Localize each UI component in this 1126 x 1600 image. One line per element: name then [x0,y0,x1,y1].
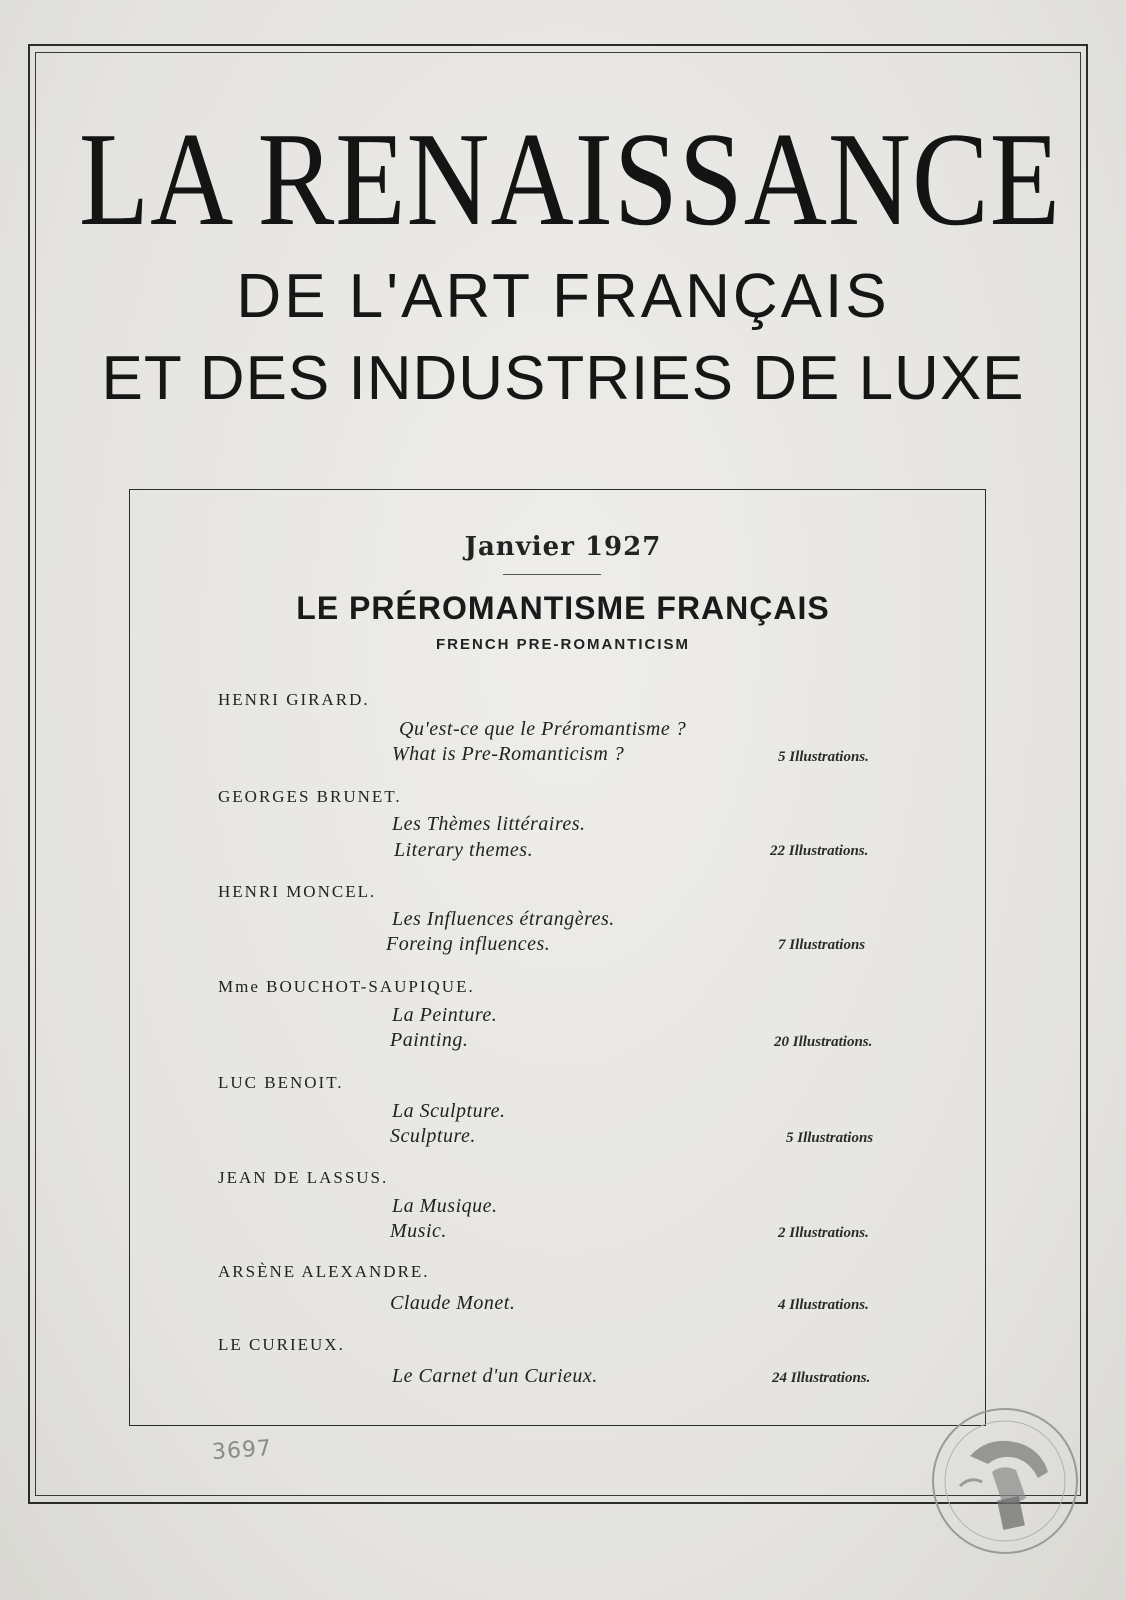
toc-author: ARSÈNE ALEXANDRE. [218,1262,430,1281]
toc-title-english: Music. [390,1220,447,1242]
toc-illustration-count: 24 Illustrations. [772,1370,871,1386]
toc-title-french: Les Influences étrangères. [392,908,615,930]
toc-author: LE CURIEUX. [218,1335,345,1354]
toc-illustration-count: 7 Illustrations [778,937,866,953]
toc-illustration-count: 5 Illustrations. [778,749,869,765]
toc-title-english: Literary themes. [394,839,534,861]
toc-author: HENRI MONCEL. [218,882,377,901]
toc-author: JEAN DE LASSUS. [218,1168,389,1187]
masthead-title: LA RENAISSANCE [78,105,1061,253]
handwritten-pencil-note: 3697 [211,1435,273,1466]
toc-title-french: Les Thèmes littéraires. [392,813,586,835]
masthead-subtitle-line1: DE L'ART FRANÇAIS [236,262,890,331]
toc-illustration-count: 4 Illustrations. [778,1297,869,1313]
toc-title-english: Sculpture. [390,1125,476,1147]
toc-author: HENRI GIRARD. [218,690,370,709]
masthead-subtitle-line2: ET DES INDUSTRIES DE LUXE [101,344,1025,413]
toc-illustration-count: 5 Illustrations [786,1130,874,1146]
toc-title-english: Foreing influences. [386,933,551,955]
toc-author: GEORGES BRUNET. [218,787,402,806]
date-underline-rule [503,574,601,575]
toc-title-french: La Peinture. [392,1004,498,1026]
issue-title: LE PRÉROMANTISME FRANÇAIS [296,590,830,626]
toc-title-english: Claude Monet. [390,1292,516,1314]
toc-title-english: What is Pre-Romanticism ? [392,743,625,765]
toc-title-english: Le Carnet d'un Curieux. [392,1365,598,1387]
toc-title-french: Qu'est-ce que le Préromantisme ? [399,718,687,740]
library-stamp-icon [930,1406,1080,1556]
toc-title-french: La Musique. [392,1195,498,1217]
toc-author: Mme BOUCHOT-SAUPIQUE. [218,977,475,996]
table-of-contents-box [129,489,986,1426]
issue-subtitle: FRENCH PRE-ROMANTICISM [436,636,690,653]
toc-illustration-count: 2 Illustrations. [778,1225,869,1241]
toc-title-french: La Sculpture. [392,1100,506,1122]
toc-title-english: Painting. [390,1029,469,1051]
issue-date: Janvier 1927 [464,532,662,562]
toc-illustration-count: 20 Illustrations. [774,1034,873,1050]
toc-illustration-count: 22 Illustrations. [770,843,869,859]
toc-author: LUC BENOIT. [218,1073,344,1092]
